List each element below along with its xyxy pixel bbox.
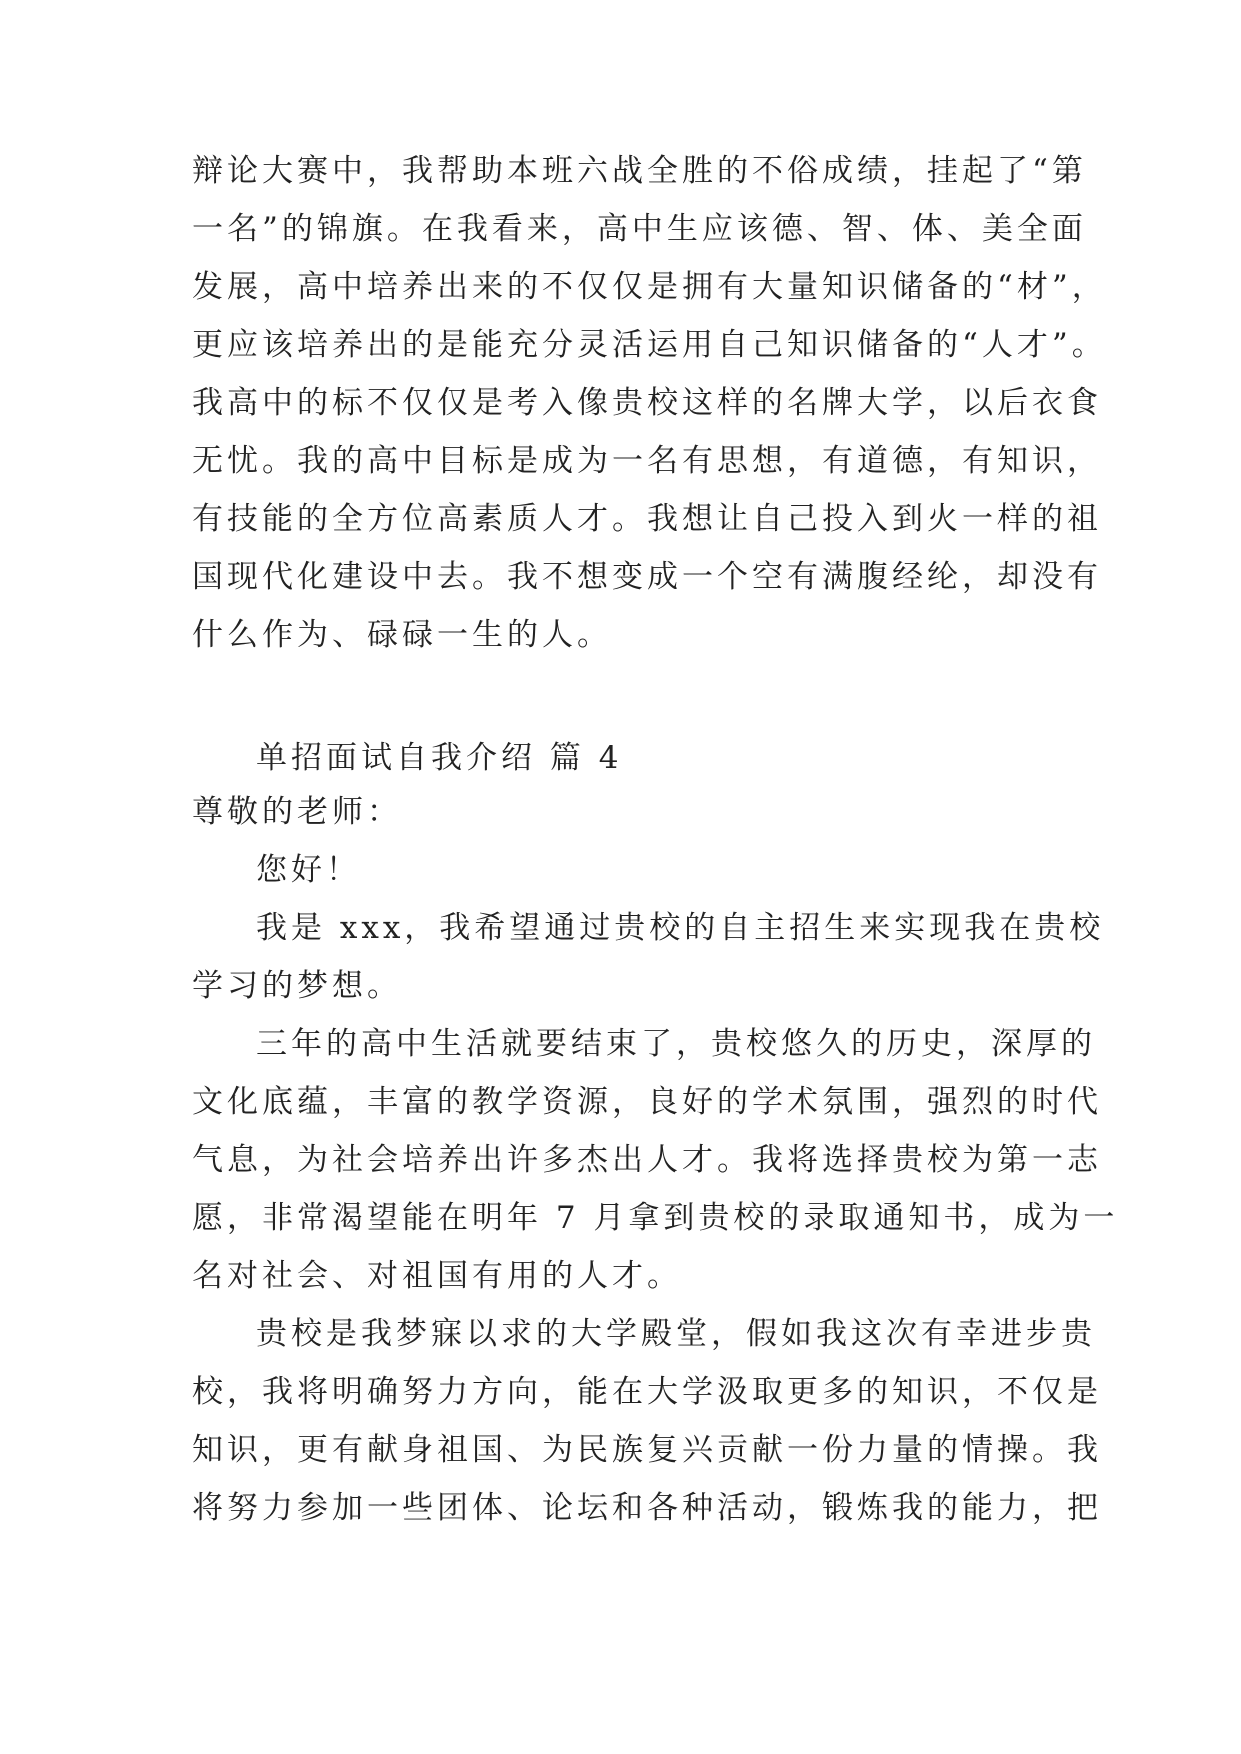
- text-line: 名对社会、对祖国有用的人才。: [192, 1258, 682, 1294]
- salutation: 尊敬的老师：: [192, 794, 402, 830]
- text-line: 我是 xxx，我希望通过贵校的自主招生来实现我在贵校: [256, 910, 1105, 946]
- text-line: 无忧。我的高中目标是成为一名有思想，有道德，有知识，: [192, 443, 1102, 479]
- text-line: 文化底蕴，丰富的教学资源，良好的学术氛围，强烈的时代: [192, 1084, 1102, 1120]
- text-line: 愿，非常渴望能在明年 7 月拿到贵校的录取通知书，成为一: [192, 1200, 1119, 1236]
- text-line: 学习的梦想。: [192, 968, 402, 1004]
- text-line: 三年的高中生活就要结束了，贵校悠久的历史，深厚的: [256, 1026, 1096, 1062]
- section-heading: 单招面试自我介绍 篇 4: [256, 740, 623, 776]
- text-line: 贵校是我梦寐以求的大学殿堂，假如我这次有幸进步贵: [256, 1316, 1096, 1352]
- text-line: 气息，为社会培养出许多杰出人才。我将选择贵校为第一志: [192, 1142, 1102, 1178]
- text-line: 校，我将明确努力方向，能在大学汲取更多的知识，不仅是: [192, 1374, 1102, 1410]
- text-line: 知识，更有献身祖国、为民族复兴贡献一份力量的情操。我: [192, 1432, 1102, 1468]
- greeting: 您好！: [256, 852, 361, 888]
- text-line: 将努力参加一些团体、论坛和各种活动，锻炼我的能力，把: [192, 1490, 1102, 1526]
- text-line: 更应该培养出的是能充分灵活运用自己知识储备的“人才”。: [192, 327, 1107, 363]
- text-line: 一名”的锦旗。在我看来，高中生应该德、智、体、美全面: [192, 211, 1087, 247]
- text-line: 国现代化建设中去。我不想变成一个空有满腹经纶，却没有: [192, 559, 1102, 595]
- text-line: 什么作为、碌碌一生的人。: [192, 617, 612, 653]
- text-line: 有技能的全方位高素质人才。我想让自己投入到火一样的祖: [192, 501, 1102, 537]
- text-line: 我高中的标不仅仅是考入像贵校这样的名牌大学，以后衣食: [192, 385, 1102, 421]
- text-line: 发展，高中培养出来的不仅仅是拥有大量知识储备的“材”，: [192, 269, 1107, 305]
- text-line: 辩论大赛中，我帮助本班六战全胜的不俗成绩，挂起了“第: [192, 153, 1087, 189]
